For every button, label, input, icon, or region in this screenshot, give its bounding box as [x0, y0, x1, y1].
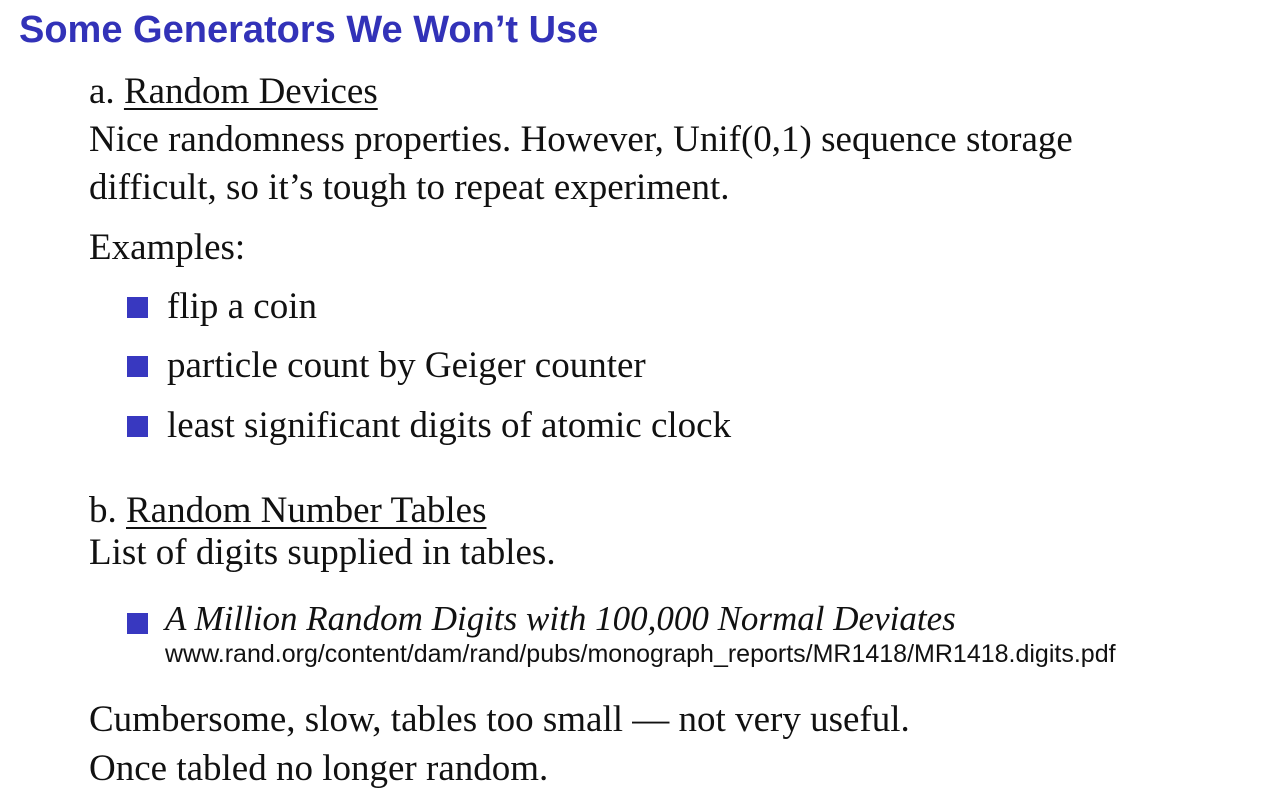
section-a-desc-line1: Nice randomness properties. However, Unif(0,1) sequence storage [89, 119, 1073, 160]
reference-title: A Million Random Digits with 100,000 Normal Deviates [165, 599, 956, 638]
example-text: least significant digits of atomic clock [167, 405, 732, 446]
slide-title: Some Generators We Won’t Use [19, 9, 599, 51]
square-bullet-icon [127, 416, 148, 437]
section-b-prefix: b. [89, 490, 126, 531]
examples-label: Examples: [89, 227, 246, 268]
section-a-heading: Random Devices [123, 71, 378, 112]
square-bullet-icon [127, 356, 148, 377]
section-b-heading: Random Number Tables [126, 490, 487, 531]
example-text: flip a coin [167, 286, 318, 327]
section-b-heading-line [89, 489, 487, 533]
square-bullet-icon [127, 613, 148, 634]
section-b-desc: List of digits supplied in tables. [89, 532, 556, 573]
section-a-prefix: a. [89, 71, 124, 112]
reference-url: www.rand.org/content/dam/rand/pubs/monograph_reports/MR1418/MR1418.digits.pdf [165, 640, 1116, 668]
example-text: particle count by Geiger counter [167, 345, 646, 386]
section-a-heading-line [89, 70, 378, 114]
closing-line2: Once tabled no longer random. [89, 748, 549, 789]
closing-line1: Cumbersome, slow, tables too small — not very useful. [89, 699, 910, 740]
section-a-desc-line2: difficult, so it’s tough to repeat experiment. [89, 167, 730, 208]
square-bullet-icon [127, 297, 148, 318]
